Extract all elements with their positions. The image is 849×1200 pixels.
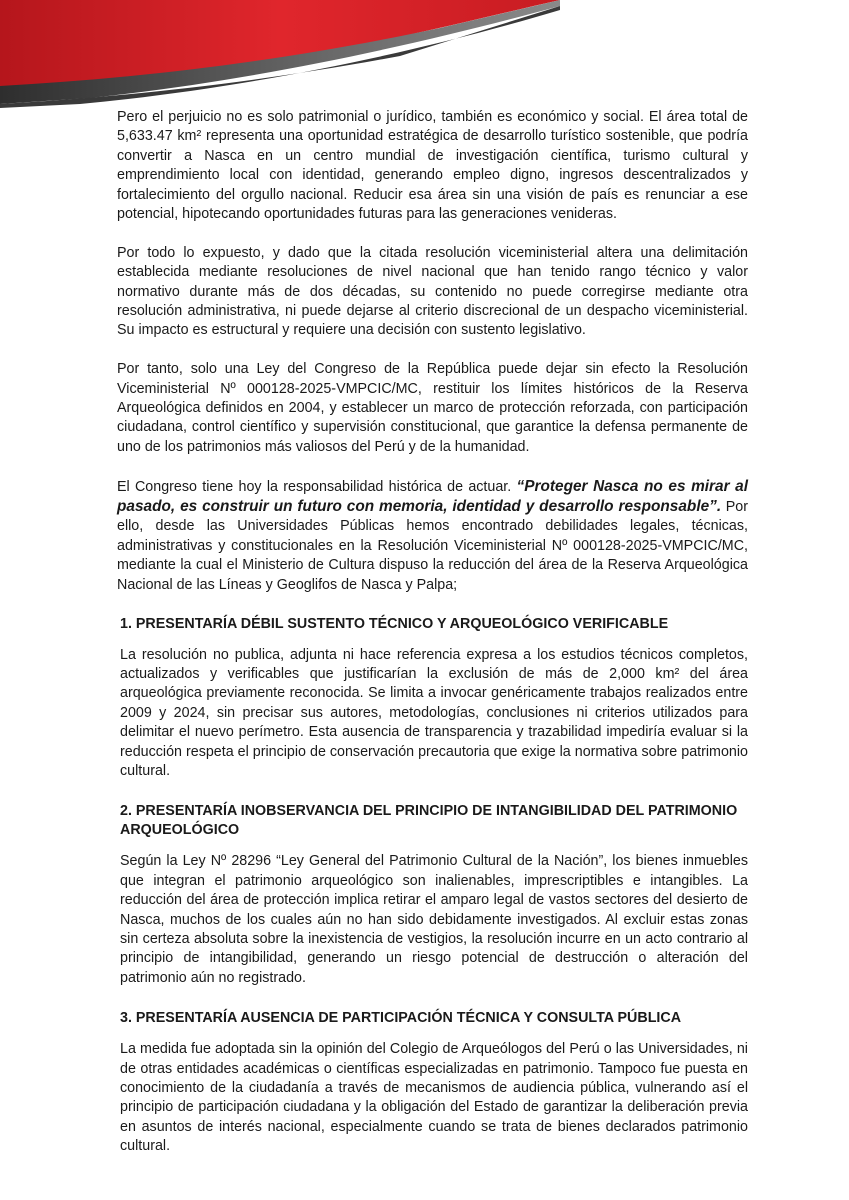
section-body-3: La medida fue adoptada sin la opinión del Colegio de Arqueólogos del Perú o las Universidades, ni de otras entidades académicas o científicas especializadas en patrimonio. Tampoco fue puesta en conocimiento de la ciudadanía a través de mecanismos de audiencia pública, vulnerando así el principio de participación ciudadana y la obligación del Estado de garantizar la deliberación previa en asuntos de interés nacional, especialmente cuando se trata de bienes declarados patrimonio cultural. bbox=[120, 1041, 748, 1155]
congress-text-after: Por ello, desde las Universidades Públicas hemos encontrado debilidades legales, técnicas, administrativas y constitucionales en la Resolución Viceministerial Nº 000128-2025-VMPCIC/MC, mediante la cual el Ministerio de Cultura dispuso la reducción del área de la Reserva Arqueológica Nacional de las Líneas y Geoglifos de Nasca y Palpa; bbox=[117, 499, 748, 593]
paragraph-legislative-need: Por todo lo expuesto, y dado que la citada resolución viceministerial altera una delimitación establecida mediante resoluciones de nivel nacional que han tenido rango técnico y valor normativo durante más de dos décadas, su contenido no puede corregirse mediante otra resolución administrativa, ni puede dejarse al criterio discrecional de un despacho viceministerial. Su impacto es estructural y requiere una decisión con sustento legislativo. bbox=[117, 244, 748, 339]
section-title-2: 2. PRESENTARÍA INOBSERVANCIA DEL PRINCIPIO DE INTANGIBILIDAD DEL PATRIMONIO ARQUEOLÓGICO bbox=[120, 803, 738, 839]
section-body-1: La resolución no publica, adjunta ni hace referencia expresa a los estudios técnicos completos, actualizados y verificables que justificarían la exclusión de más de 2,000 km² del área arqueológica previamente reconocida. Se limita a invocar genéricamente trabajos realizados entre 2009 y 2024, sin precisar sus autores, metodologías, conclusiones ni criterios utilizados para delimitar el nuevo perímetro. Esta ausencia de transparencia y trazabilidad impediría evaluar si la reducción respeta el principio de conservación precautoria que exige la normativa sobre patrimonio cultural. bbox=[120, 646, 748, 779]
paragraph-economic-impact: Pero el perjuicio no es solo patrimonial o jurídico, también es económico y social. El área total de 5,633.47 km² representa una oportunidad estratégica de desarrollo turístico sostenible, que podría convertir a Nasca en un centro mundial de investigación científica, turismo cultural y emprendimiento local con identidad, generando empleo digno, ingresos descentralizados y fortalecimiento del orgullo nacional. Reducir esa área sin una visión de país es renunciar a ese potencial, hipotecando oportunidades futuras para las generaciones venideras. bbox=[117, 109, 748, 223]
section-title-3: 3. PRESENTARÍA AUSENCIA DE PARTICIPACIÓN TÉCNICA Y CONSULTA PÚBLICA bbox=[120, 1010, 682, 1027]
section-title-1: 1. PRESENTARÍA DÉBIL SUSTENTO TÉCNICO Y ARQUEOLÓGICO VERIFICABLE bbox=[120, 615, 669, 632]
document-body bbox=[117, 108, 748, 1178]
section-body-2: Según la Ley Nº 28296 “Ley General del Patrimonio Cultural de la Nación”, los bienes inmuebles que integran el patrimonio arqueológico son inalienables, imprescriptibles e intangibles. La reducción del área de protección implica retirar el amparo legal de vastos sectores del desierto de Nasca, muchos de los cuales aún no han sido debidamente investigados. Al excluir estas zonas sin certeza absoluta sobre la inexistencia de vestigios, la resolución incurre en un acto contrario al principio de intangibilidad, generando un riesgo potencial de destrucción o alteración del patrimonio aún no registrado. bbox=[120, 853, 748, 986]
paragraph-congress-law: Por tanto, solo una Ley del Congreso de la República puede dejar sin efecto la Resolución Viceministerial Nº 000128-2025-VMPCIC/MC, restituir los límites históricos de la Reserva Arqueológica definidos en 2004, y establecer un marco de protección reforzada, con participación ciudadana, control científico y supervisión constitucional, que garantice la defensa permanente de uno de los patrimonios más valiosos del Perú y de la humanidad. bbox=[117, 361, 748, 455]
congress-text-before: El Congreso tiene hoy la responsabilidad histórica de actuar. bbox=[117, 478, 517, 495]
header-banner bbox=[0, 0, 849, 110]
banner-red-swoosh bbox=[0, 0, 560, 88]
paragraph-congress-responsibility bbox=[117, 477, 748, 595]
congress-quote: “Proteger Nasca no es mirar al pasado, es construir un futuro con memoria, identidad y desarrollo responsable”. bbox=[117, 477, 748, 516]
